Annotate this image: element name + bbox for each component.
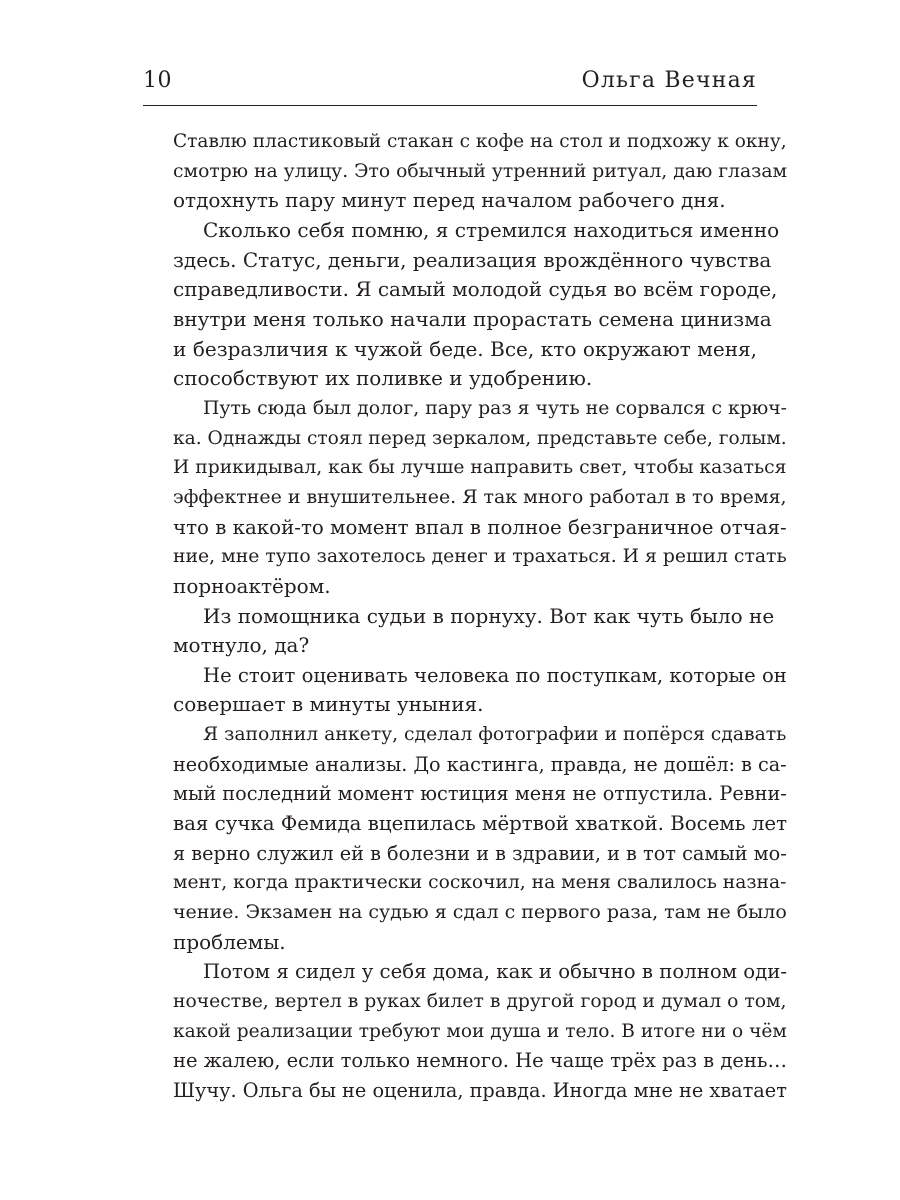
text-line: совершает в минуты уныния.: [173, 692, 484, 717]
text-line: вая сучка Фемида вцепилась мёртвой хваткой. Восемь лет: [173, 812, 788, 836]
text-line: ние, мне тупо захотелось денег и трахаться. И я решил стать: [173, 546, 787, 568]
text-line: какой реализации требуют мои душа и тело. В итоге ни о чём: [173, 1020, 787, 1042]
text-line: отдохнуть пару минут перед началом рабочего дня.: [173, 188, 726, 213]
text-line: смотрю на улицу. Это обычный утренний ритуал, даю глазам: [173, 160, 788, 182]
text-line: ночестве, вертел в руках билет в другой город и думал о том,: [173, 991, 787, 1013]
text-line: Не стоит оценивать человека по поступкам, которые он: [203, 663, 787, 687]
text-line: И прикидывал, как бы лучше направить свет, чтобы казаться: [173, 457, 787, 479]
text-line: и безразличия к чужой беде. Все, кто окружают меня,: [173, 336, 757, 361]
text-line: Путь сюда был долог, пару раз я чуть не сорвался с крюч-: [203, 397, 788, 419]
text-line: мент, когда практически соскочил, на меня свалилось назна-: [173, 872, 787, 894]
text-line: Сколько себя помню, я стремился находиться именно: [203, 217, 780, 242]
text-line: Ставлю пластиковый стакан с кофе на стол и подхожу к окну,: [173, 131, 787, 152]
paragraph: [143, 602, 775, 661]
text-line: чение. Экзамен на судью я сдал с первого раза, там не было: [173, 901, 787, 924]
paragraph: [143, 216, 780, 394]
header-rule: [143, 105, 757, 106]
text-line: порноактёром.: [173, 573, 331, 598]
running-head-author: Ольга Вечная: [581, 68, 757, 93]
paragraph: [143, 957, 788, 1105]
text-line: Из помощника судьи в порнуху. Вот как чуть было не: [203, 603, 775, 628]
text-line: ка. Однажды стоял перед зеркалом, представьте себе, голым.: [173, 427, 787, 449]
text-line: внутри меня только начали прорастать семена цинизма: [173, 306, 772, 331]
text-line: я верно служил ей в болезни и в здравии, и в тот самый мо-: [173, 841, 787, 865]
text-line: справедливости. Я самый молодой судья во всём городе,: [173, 277, 778, 302]
text-line: мотнуло, да?: [173, 633, 310, 658]
text-line: здесь. Статус, деньги, реализация врождённого чувства: [173, 247, 772, 272]
text-line: проблемы.: [173, 929, 286, 954]
text-line: эффектнее и внушительнее. Я так много работал в то время,: [173, 485, 787, 508]
text-line: не жалею, если только немного. Не чаще трёх раз в день…: [173, 1049, 788, 1073]
paragraph: [143, 127, 788, 216]
text-line: Потом я сидел у себя дома, как и обычно в полном оди-: [203, 960, 788, 984]
body-text: [143, 127, 788, 1106]
text-line: Шучу. Ольга бы не оценила, правда. Иногда мне не хватает: [173, 1079, 787, 1102]
paragraph: [143, 720, 788, 957]
page-number: 10: [143, 68, 172, 93]
text-line: Я заполнил анкету, сделал фотографии и попёрся сдавать: [203, 724, 787, 746]
paragraph: [143, 394, 788, 602]
text-line: что в какой-то момент впал в полное безграничное отчая-: [173, 515, 787, 539]
page-header: [143, 66, 757, 96]
text-line: способствуют их поливке и удобрению.: [173, 366, 593, 391]
text-line: необходимые анализы. До кастинга, правда, не дошёл: в са-: [173, 752, 787, 776]
text-line: мый последний момент юстиция меня не отпустила. Ревни-: [173, 782, 787, 806]
paragraph: [143, 661, 787, 720]
